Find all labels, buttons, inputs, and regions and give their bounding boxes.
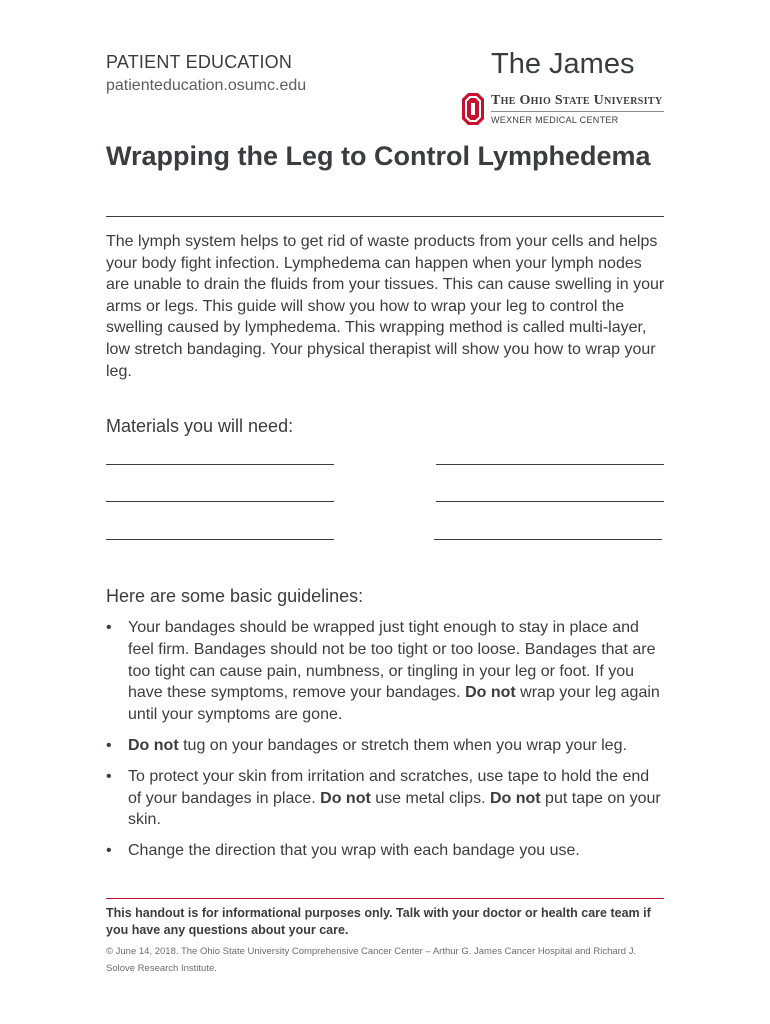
item-text: To protect your skin from irritation and scratches, use tape to hold the end of your bandages in place.: [128, 767, 650, 807]
footer-divider: [106, 898, 664, 899]
website-link[interactable]: patienteducation.osumc.edu: [106, 77, 307, 94]
materials-blank-line[interactable]: [106, 501, 334, 502]
list-item: [106, 617, 666, 726]
university-name: The Ohio State University: [491, 93, 663, 108]
guidelines-list: [106, 617, 666, 871]
item-text: wrap your leg again until your symptoms are gone.: [128, 684, 660, 724]
brand-name: The James: [491, 48, 635, 80]
page-title: Wrapping the Leg to Control Lymphedema: [106, 141, 651, 171]
list-item: [106, 840, 666, 862]
item-text: Your bandages should be wrapped just tight enough to stay in place and feel firm. Bandages should not be too tight or too loose. Bandages that are too tight can cause pain, numbness, or tingling in your leg or foot. If you have these symptoms, remove your bandages.: [128, 619, 656, 702]
materials-heading: Materials you will need:: [106, 416, 294, 436]
list-item: [106, 735, 666, 757]
materials-blank-line[interactable]: [106, 464, 334, 465]
materials-blank-line[interactable]: [434, 539, 662, 540]
osu-logo: [462, 93, 664, 127]
materials-blank-line[interactable]: [436, 501, 664, 502]
logo-divider: [491, 111, 664, 112]
title-divider: [106, 216, 664, 217]
block-o-icon: [462, 93, 484, 125]
item-emphasis: Do not: [128, 736, 179, 754]
medical-center-name: WEXNER MEDICAL CENTER: [491, 115, 619, 125]
bullet: •: [106, 619, 112, 636]
bullet: •: [106, 767, 112, 785]
item-emphasis: Do not: [465, 684, 516, 702]
item-text: put tape on your skin.: [128, 789, 661, 829]
guidelines-heading: Here are some basic guidelines:: [106, 586, 364, 606]
copyright: © June 14, 2018. The Ohio State University Comprehensive Cancer Center – Arthur G. James Cancer Hospital and Richard J. Solove Research Institute.: [106, 946, 637, 974]
disclaimer: This handout is for informational purposes only. Talk with your doctor or health care team if you have any questions about your care.: [106, 906, 651, 937]
section-label: PATIENT EDUCATION: [106, 52, 293, 72]
item-text: tug on your bandages or stretch them when you wrap your leg.: [178, 736, 627, 754]
bullet: •: [106, 842, 112, 860]
list-item: [106, 766, 666, 831]
intro-paragraph: The lymph system helps to get rid of waste products from your cells and helps your body fight infection. Lymphedema can happen when your lymph nodes are unable to drain the fluids from your tissues. This can cause swelling in your arms or legs. This guide will show you how to wrap your leg to control the swelling caused by lymphedema. This wrapping method is called multi-layer, low stretch bandaging. Your physical therapist will show you how to wrap your leg.: [106, 233, 665, 380]
item-text: Change the direction that you wrap with each bandage you use.: [128, 842, 580, 860]
materials-blank-line[interactable]: [436, 464, 664, 465]
item-emphasis: Do not: [489, 789, 541, 807]
item-emphasis: Do not: [320, 789, 371, 807]
bullet: •: [106, 736, 112, 754]
item-text: use metal clips.: [370, 789, 490, 807]
materials-blank-line[interactable]: [106, 539, 334, 540]
